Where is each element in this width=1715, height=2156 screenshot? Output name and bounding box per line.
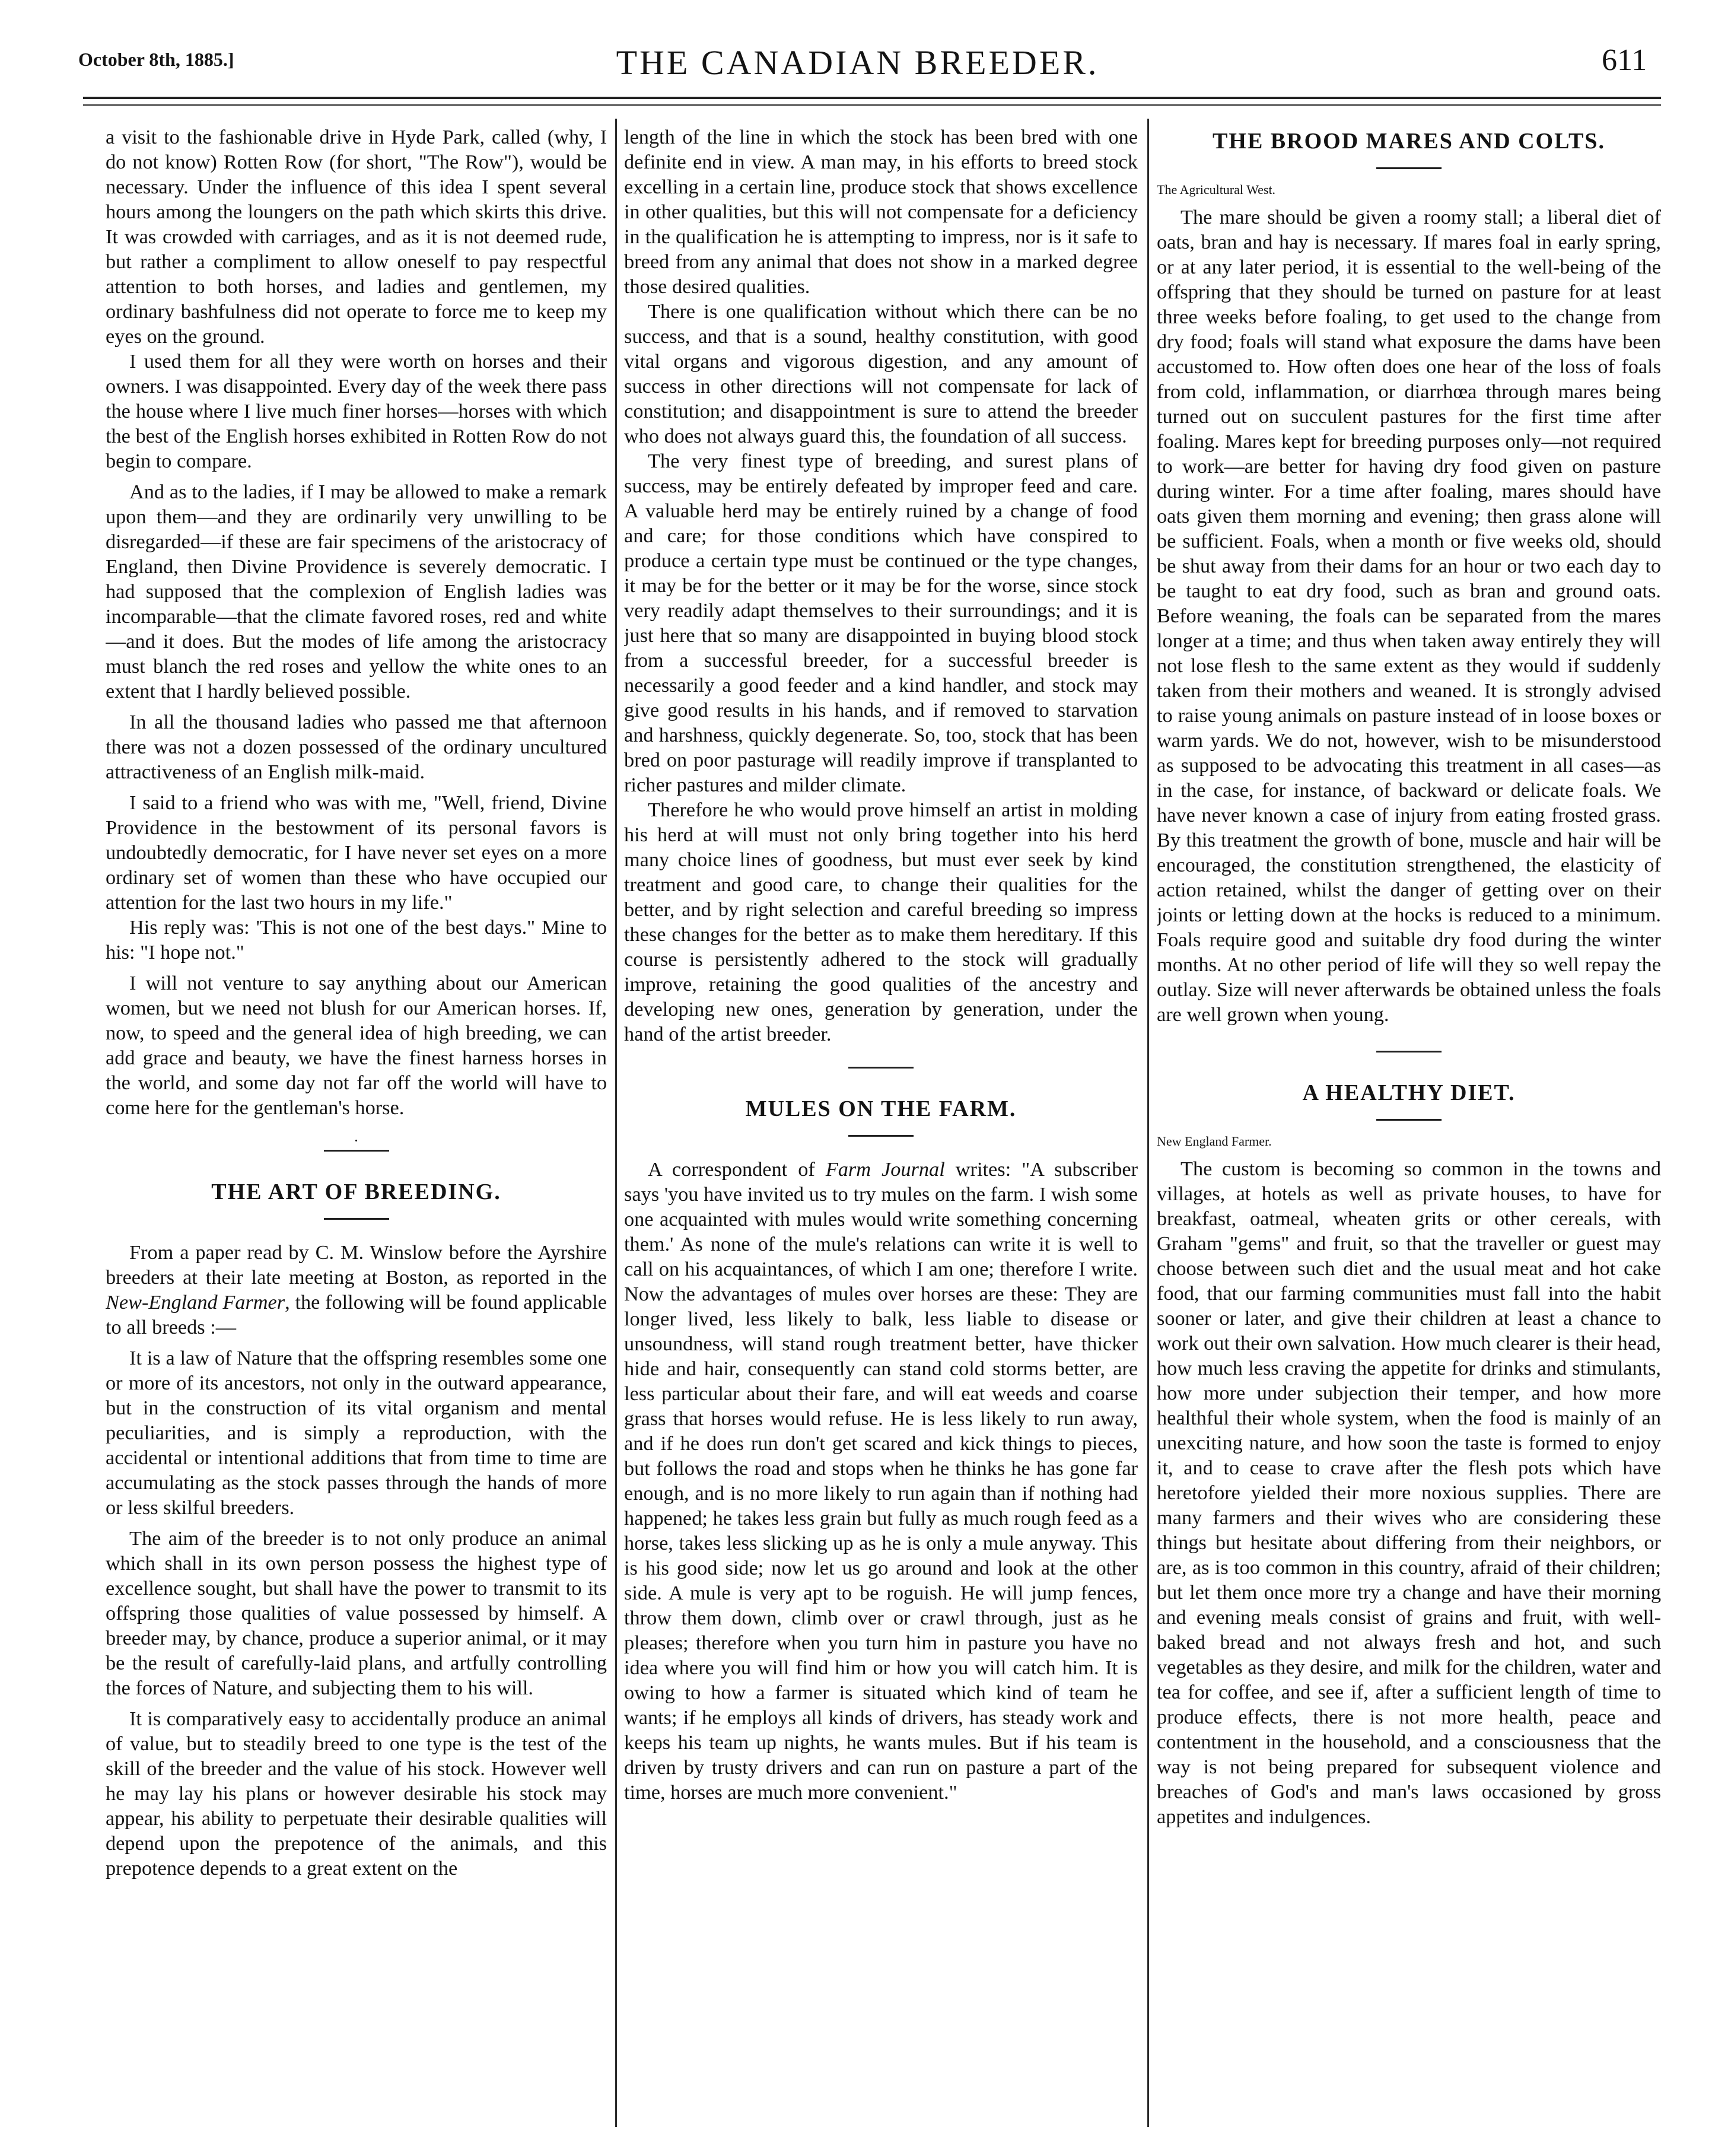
source-publication: New-England Farmer <box>106 1291 285 1314</box>
column-3 <box>1157 125 1661 2109</box>
paragraph: It is a law of Nature that the offspring resembles some one or more of its ancestors, not only in the outward appearance, but in the construction of its vital organism and mental peculiarities, and is simply a reproduction, with the accidental or intentional additions that from time to time are accumulating as the stock passes through the hands of more or less skilful breeders. <box>106 1347 607 1519</box>
issue-date: October 8th, 1885.] <box>78 49 234 70</box>
paragraph: I will not venture to say anything about our American women, but we need not blush for our American horses. If, now, to speed and the general idea of high breeding, we can add grace and beauty, we have the finest harness horses in the world, and some day not far off the world will have to come here for the gentleman's horse. <box>106 972 607 1119</box>
section-rule <box>848 1135 914 1137</box>
paragraph: I used them for all they were worth on horses and their owners. I was disappointed. Every day of the week there pass the house where I live much finer horses—horses with which the best of the English horses exhibited in Rotten Row do not begin to compare. <box>106 350 607 472</box>
source-attribution: The Agricultural West. <box>1157 182 1276 197</box>
column-divider-1 <box>615 119 617 2127</box>
page-header <box>0 0 1715 113</box>
section-rule <box>1376 1119 1442 1121</box>
source-publication: Farm Journal <box>825 1158 945 1181</box>
paragraph: And as to the ladies, if I may be allowed to make a remark upon them—and they are ordinarily very unwilling to be disregarded—if these are fair specimens of the aristocracy of England, then Divine Providence is severely democratic. I had supposed that the complexion of English ladies was incomparable—that the climate favored roses, red and white—and it does. But the modes of life among the aristocracy must blanch the red roses and yellow the white ones to an extent that I hardly believed possible. <box>106 481 607 702</box>
source-attribution: New England Farmer. <box>1157 1134 1272 1149</box>
paragraph: There is one qualification without which there can be no success, and that is a sound, healthy constitution, with good vital organs and vigorous digestion, and any amount of success in other directions will not compensate for lack of constitution; and disappointment is sure to attend the breeder who does not always guard this, the foundation of all success. <box>624 300 1138 447</box>
article-intro: From a paper read by C. M. Winslow before the Ayrshire breeders at their late meeting at Boston, as reported in the New-England Farmer, the following will be found applicable to all breeds :— <box>106 1241 607 1338</box>
section-rule <box>1376 167 1442 169</box>
paragraph: Therefore he who would prove himself an artist in molding his herd at will must not only bring together into his herd many choice lines of goodness, but must ever seek by kind treatment and good care, to change their qualities for the better, and by right selection and careful breeding so impress these changes for the better as to make them hereditary. If this course is persistently adhered to the stock will gradually improve, retaining the good qualities of the ancestry and developing new ones, generation by generation, under the hand of the artist breeder. <box>624 799 1138 1045</box>
column-divider-2 <box>1147 119 1149 2127</box>
article-body: A correspondent of Farm Journal writes: "A subscriber says 'you have invited us to try mules on the farm. I wish some one acquainted with mules would write something concerning them.' As none of the mule's relations can write it is well to call on his acquaintances, of which I am one; therefore I write. Now the advantages of mules over horses are these: They are longer lived, less likely to balk, less liable to disease or unsoundness, will stand rough treatment better, have thicker hide and hair, consequently can stand cold storms better, are less particular about their fare, and will eat weeds and coarse grass that horses would refuse. He is less likely to run away, and if he does run don't get scared and kick things to pieces, but follows the road and stops when he thinks he has gone far enough, and is no more likely to run again than if nothing had happened; he takes less grain but fully as much rough feed as a horse, takes less slicking up as he is only a mule anyway. This is his good side; now let us go around and look at the other side. A mule is very apt to be roguish. He will jump fences, throw them down, climb over or crawl through, just as he pleases; therefore when you turn him in pasture you have no idea where you will find him or how you will catch him. It is owing to how a farmer is situated which kind of team he wants; if he employs all kinds of drivers, has steady work and keeps his team up nights, he wants mules. But if his team is driven by trusty drivers and can run on pasture a part of the time, horses are much more convenient." <box>624 1158 1138 1804</box>
ornament-dot: · <box>354 1132 359 1149</box>
article-heading-art-of-breeding: THE ART OF BREEDING. <box>211 1179 501 1204</box>
page-number: 611 <box>1602 43 1647 77</box>
header-rule-thick <box>83 97 1661 99</box>
paragraph: In all the thousand ladies who passed me that afternoon there was not a dozen possessed of the ordinary uncultured attractiveness of an English milk-maid. <box>106 711 607 783</box>
paragraph: a visit to the fashionable drive in Hyde Park, called (why, I do not know) Rotten Row (for short, "The Row"), would be necessary. Under the influence of this idea I spent several hours among the loungers on the path which skirts this drive. It was crowded with carriages, and as it is not deemed rude, but rather a compliment to allow oneself to pay respectful attention to both horses, and ladies and gentlemen, my ordinary bashfulness did not operate to force me to keep my eyes on the ground. <box>106 126 607 348</box>
paragraph: His reply was: 'This is not one of the best days." Mine to his: "I hope not." <box>106 916 607 963</box>
article-heading-healthy-diet: A HEALTHY DIET. <box>1302 1080 1516 1105</box>
column-1 <box>106 125 607 2109</box>
section-rule <box>324 1218 389 1220</box>
section-rule <box>1376 1051 1442 1052</box>
publication-title: THE CANADIAN BREEDER. <box>616 43 1099 82</box>
column-2 <box>624 125 1138 2109</box>
paragraph: length of the line in which the stock has been bred with one definite end in view. A man may, in his efforts to breed stock excelling in a certain line, produce stock that shows excellence in other qualities, but this will not compensate for a deficiency in the qualification he is attempting to impress, nor is it safe to breed from any animal that does not show in a marked degree those desired qualities. <box>624 126 1138 298</box>
article-heading-brood-mares: THE BROOD MARES AND COLTS. <box>1213 129 1605 154</box>
paragraph: I said to a friend who was with me, "Well, friend, Divine Providence in the bestowment of its personal favors is undoubtedly democratic, for I have never set eyes on a more ordinary set of women than these who have occupied our attention for the last two hours in my life." <box>106 791 607 914</box>
paragraph: The aim of the breeder is to not only produce an animal which shall in its own person possess the highest type of excellence sought, but shall have the power to transmit to its offspring those qualities of value possessed by himself. A breeder may, by chance, produce a superior animal, or it may be the result of carefully-laid plans, and artfully controlling the forces of Nature, and subjecting them to his will. <box>106 1527 607 1699</box>
section-rule <box>324 1150 389 1152</box>
article-heading-mules-on-the-farm: MULES ON THE FARM. <box>745 1096 1017 1121</box>
paragraph: The custom is becoming so common in the towns and villages, at hotels as well as private houses, to have for breakfast, oatmeal, wheaten grits or other cereals, with Graham "gems" and fruit, so that the traveller or guest may choose between such diet and the usual meat and hot cake food, that our farming communities must fall into the habit sooner or later, and give their children at least a chance to work out their own salvation. How much clearer is their head, how much less craving the appetite for drinks and stimulants, how more under subjection their temper, and how more healthful their whole system, when the food is mainly of an unexciting nature, and how soon the taste is formed to enjoy it, and to cease to crave after the flesh pots which have heretofore yielded their more noxious supplies. There are many farmers and their wives who are considering these things but hesitate about differing from their neighbors, or are, as is too common in this country, afraid of their children; but let them once more try a change and have their morning and evening meals consist of grains and fruit, with well-baked bread and not always fresh and hot, and such vegetables as they desire, and milk for the children, water and tea for coffee, and see if, after a sufficient length of time to produce effects, there is not more health, peace and contentment in the household, and a consciousness that the way is not being prepared for subsequent violence and breaches of God's and man's laws occasioned by gross appetites and indulgences. <box>1157 1158 1661 1828</box>
section-rule <box>848 1067 914 1069</box>
header-rule-thin <box>83 104 1661 106</box>
paragraph: It is comparatively easy to accidentally produce an animal of value, but to steadily breed to one type is the test of the skill of the breeder and the value of his stock. However well he may lay his plans or however desirable his stock may appear, his ability to perpetuate their desirable qualities will depend upon the prepotence of the animals, and this prepotence depends to a great extent on the <box>106 1707 607 1880</box>
paragraph: The mare should be given a roomy stall; a liberal diet of oats, bran and hay is necessary. If mares foal in early spring, or at any later period, it is essential to the well-being of the offspring that they should be turned on pasture for at least three weeks before foaling, to get used to the change from dry food; foals will stand what exposure the dams have been accustomed to. How often does one hear of the loss of foals from cold, inflammation, or diarrhœa through mares being turned out on succulent pastures for the first time after foaling. Mares kept for breeding purposes only—not required to work—are better for having dry food given on pasture during winter. For a time after foaling, mares should have oats given them morning and evening; then grass alone will be sufficient. Foals, when a month or five weeks old, should be shut away from their dams for an hour or two each day to be taught to eat dry food, such as bran and ground oats. Before weaning, the foals can be separated from the mares longer at a time; and thus when taken away entirely they will not lose flesh to the same extent as they would if suddenly taken from their mothers and weaned. It is strongly advised to raise young animals on pasture instead of in loose boxes or warm yards. We do not, however, wish to be misunderstood as supposed to be advocating this treatment in all cases—as in the case, for instance, of backward or delicate foals. We have never known a case of injury from eating frosted grass. By this treatment the growth of bone, muscle and hair will be encouraged, the constitution strengthened, the elasticity of action retained, whilst the danger of getting over on their joints or letting down at the hocks is reduced to a minimum. Foals require good and suitable dry food during the winter months. At no other period of life will they so well repay the outlay. Size will never afterwards be obtained unless the foals are well grown when young. <box>1157 206 1661 1026</box>
paragraph: The very finest type of breeding, and surest plans of success, may be entirely defeated by improper feed and care. A valuable herd may be entirely ruined by a change of food and care; for those conditions which have conspired to produce a certain type must be continued or the type changes, it may be for the better or it may be for the worse, since stock very readily adapt themselves to their surroundings; and it is just here that so many are disappointed in buying blood stock from a successful breeder, for a successful breeder is necessarily a good feeder and a kind handler, and stock may give good results in his hands, and if removed to starvation and harshness, quickly degenerate. So, too, stock that has been bred on poor pasturage will readily improve if transplanted to richer pastures and milder climate. <box>624 450 1138 796</box>
